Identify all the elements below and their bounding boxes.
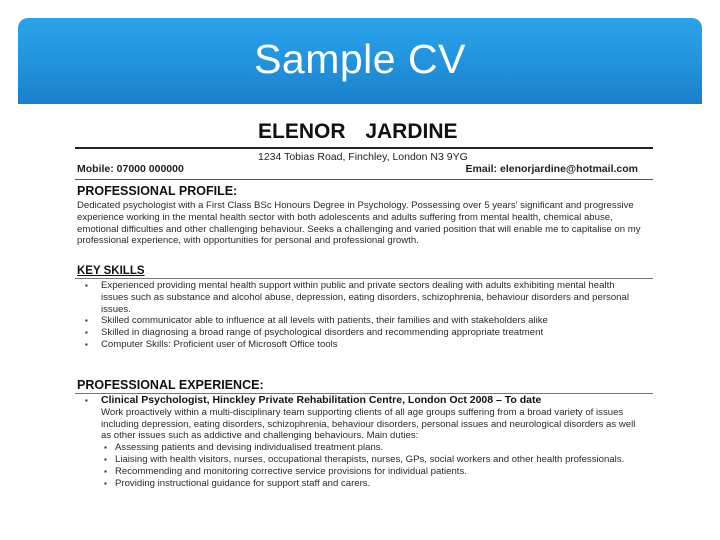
contact-divider — [75, 179, 653, 180]
duty-item: ▪ Providing instructional guidance for support staff and carers. — [101, 478, 642, 490]
profile-text: Dedicated psychologist with a First Class BSc Honours Degree in Psychology. Possessing over 5 years' significant and progressive experience working in the mental health sector with both adolescents and adults suffering from mental health, chemical abuse, emotional difficulties and other challenging behaviour. Seeks a challenging and varied position that will enable me to capitalise on my professional experience, with opportunities for personal and professional growth. — [77, 200, 641, 247]
skill-item: ▪ Skilled in diagnosing a broad range of psychological disorders and recommending appropriate treatment — [80, 327, 642, 339]
cv-address: 1234 Tobias Road, Finchley, London N3 9YG — [258, 151, 468, 163]
job-entry — [80, 395, 642, 489]
experience-heading: PROFESSIONAL EXPERIENCE: — [77, 378, 264, 392]
duty-item: ▪ Assessing patients and devising individualised treatment plans. — [101, 442, 642, 454]
skills-list — [80, 280, 642, 351]
skill-item: ▪ Experienced providing mental health support within public and private sectors dealing with adults exhibiting mental health issues such as substance and alcohol abuse, depression, eating disorders, schizophrenia, behaviour disorders and personal issues. — [80, 280, 642, 315]
cv-mobile: Mobile: 07000 000000 — [77, 163, 184, 175]
duty-item: ▪ Recommending and monitoring corrective service provisions for individual patients. — [101, 466, 642, 478]
job-description: Work proactively within a multi-disciplinary team supporting clients of all age groups suffering from a broad variety of issues including depression, eating disorders, schizophrenia, behaviour disorders, personal issues and neurological disorders as well as other issues such as addictive and challenging behaviours. Main duties: — [101, 406, 636, 442]
profile-heading: PROFESSIONAL PROFILE: — [77, 184, 238, 198]
header-divider — [75, 147, 653, 149]
skills-divider — [75, 278, 653, 279]
duty-item: ▪ Liaising with health visitors, nurses, occupational therapists, nurses, GPs, social workers and other health professionals. — [101, 454, 642, 466]
cv-name: ELENOR JARDINE — [258, 120, 458, 143]
skill-item: ▪ Skilled communicator able to influence at all levels with patients, their families and with stakeholders alike — [80, 315, 642, 327]
duties-list — [101, 442, 642, 489]
skill-item: ▪ Computer Skills: Proficient user of Microsoft Office tools — [80, 339, 642, 351]
experience-list — [80, 395, 642, 489]
cv-email: Email: elenorjardine@hotmail.com — [465, 163, 638, 175]
skills-heading: KEY SKILLS — [77, 265, 145, 277]
job-title: ▪ Clinical Psychologist, Hinckley Private Rehabilitation Centre, London Oct 2008 – To date — [101, 394, 542, 406]
slide-title: Sample CV — [254, 36, 466, 82]
